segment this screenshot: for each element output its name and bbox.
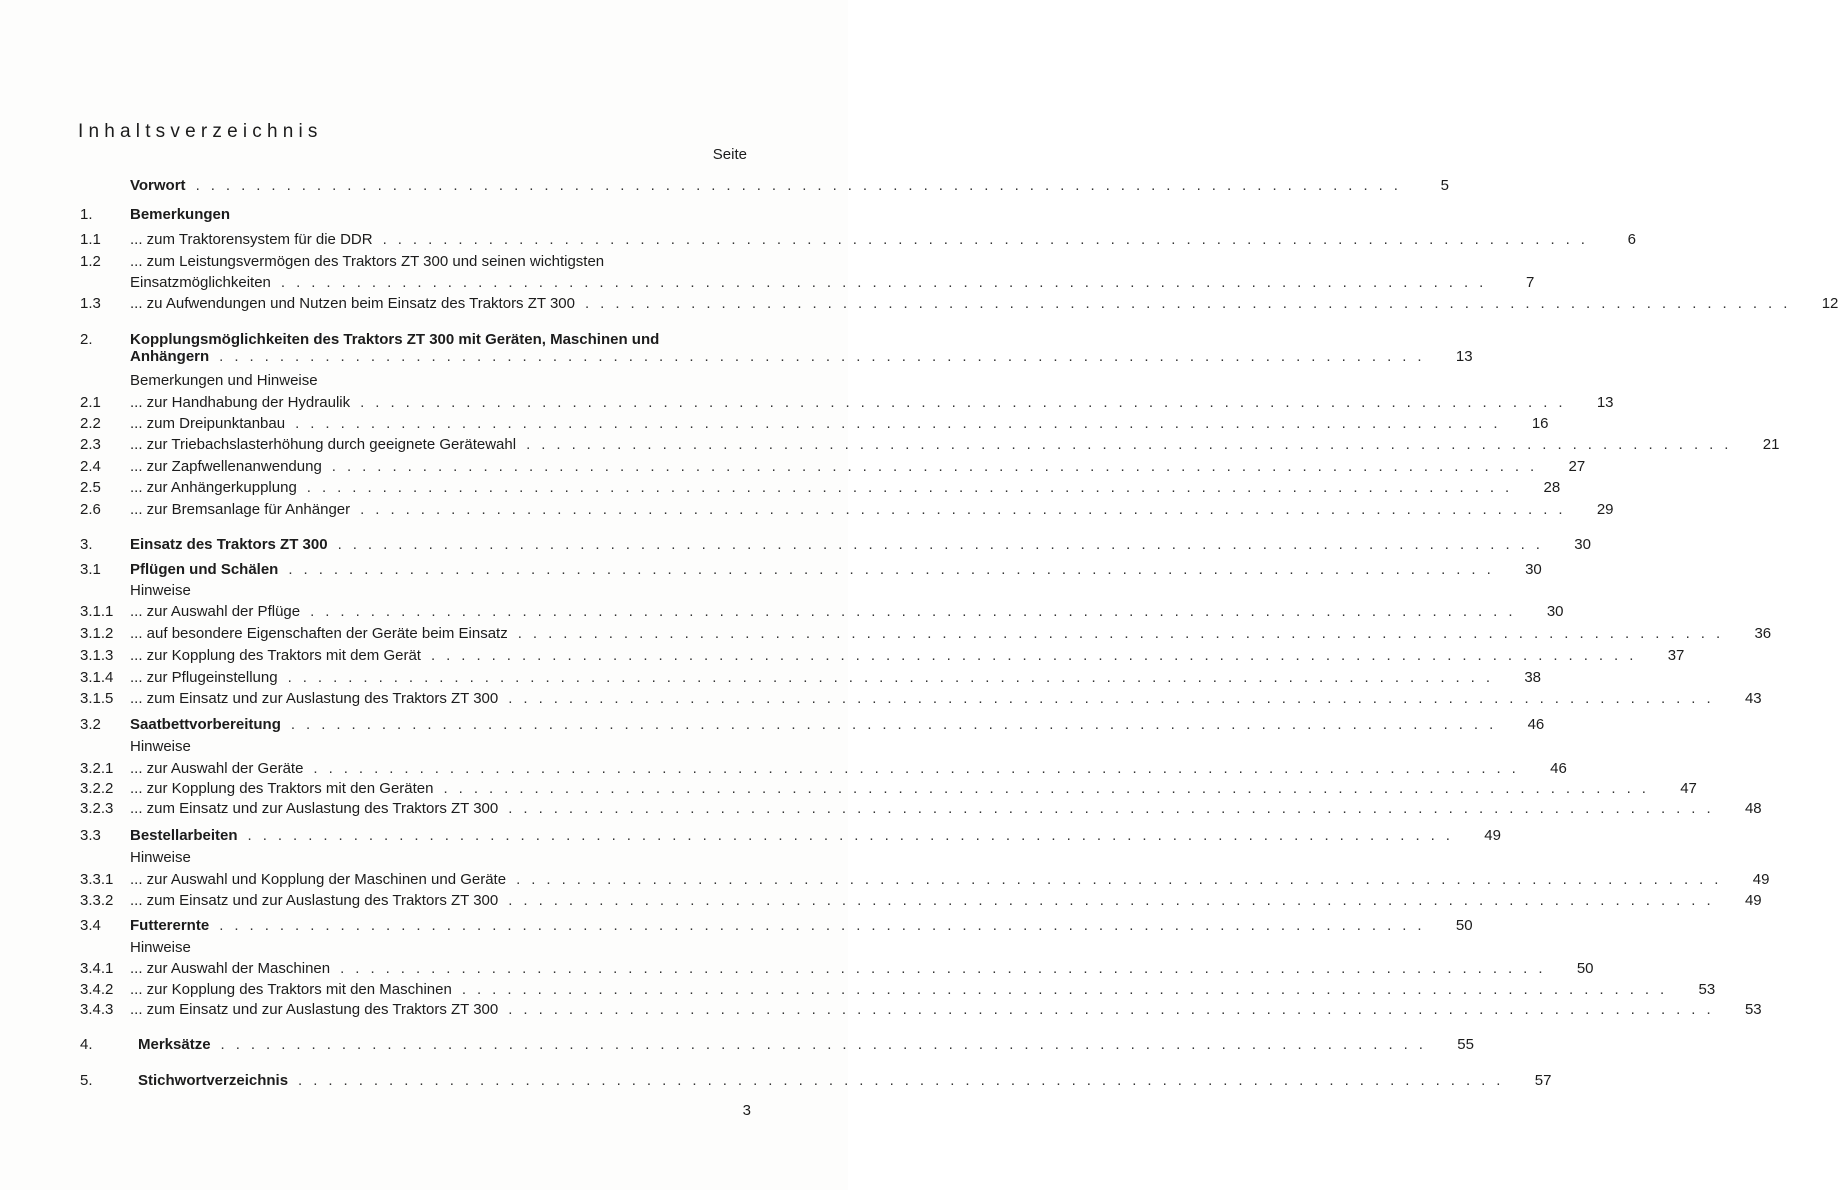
entry-page: 57 bbox=[1534, 1072, 1552, 1089]
dot-leader: ................................................................................ bbox=[287, 669, 1501, 686]
dot-leader: ................................................................................ bbox=[298, 1072, 1512, 1089]
dot-leader: ................................................................................ bbox=[508, 1001, 1722, 1018]
dot-leader: ................................................................................ bbox=[340, 960, 1554, 977]
toc-entry bbox=[80, 980, 1716, 1000]
toc-entry bbox=[80, 347, 1473, 367]
entry-title: Bestellarbeiten bbox=[130, 827, 238, 844]
entry-number: 3.3 bbox=[80, 827, 101, 844]
entry-title: ... zur Auswahl der Maschinen bbox=[130, 960, 331, 977]
dot-leader: ................................................................................ bbox=[306, 479, 1521, 496]
dot-leader: ................................................................................ bbox=[313, 760, 1527, 777]
entry-page: 28 bbox=[1543, 479, 1561, 496]
entry-title: Bemerkungen und Hinweise bbox=[130, 372, 318, 389]
entry-title: ... zur Anhängerkupplung bbox=[130, 479, 297, 496]
entry-number: 2.2 bbox=[80, 415, 101, 432]
entry-page: 30 bbox=[1574, 536, 1591, 553]
entry-page: 36 bbox=[1754, 625, 1772, 642]
dot-leader: ................................................................................ bbox=[584, 295, 1799, 312]
toc-entry bbox=[80, 414, 1549, 434]
dot-leader: ................................................................................ bbox=[430, 647, 1645, 664]
entry-title: ... zur Pflugeinstellung bbox=[130, 669, 278, 686]
dot-leader: ................................................................................ bbox=[382, 231, 1596, 248]
entry-title: Kopplungsmöglichkeiten des Traktors ZT 300 mit Geräten, Maschinen und bbox=[130, 331, 660, 348]
entry-number: 3.4 bbox=[80, 917, 101, 934]
entry-page: 53 bbox=[1698, 981, 1716, 998]
entry-page: 47 bbox=[1680, 780, 1697, 797]
dot-leader: ................................................................................ bbox=[443, 780, 1657, 797]
entry-number: 5. bbox=[80, 1072, 93, 1089]
dot-leader: ................................................................................ bbox=[219, 348, 1433, 365]
dot-leader: ................................................................................ bbox=[219, 917, 1433, 934]
page-number: 3 bbox=[742, 1102, 751, 1119]
entry-page: 13 bbox=[1596, 394, 1614, 411]
dot-leader: ................................................................................ bbox=[337, 536, 1551, 553]
entry-title: ... zum Einsatz und zur Auslastung des Traktors ZT 300 bbox=[130, 1001, 499, 1018]
toc-entry bbox=[80, 959, 1594, 979]
entry-title: ... zur Kopplung des Traktors mit den Geräten bbox=[130, 780, 434, 797]
entry-title: ... zur Bremsanlage für Anhänger bbox=[130, 501, 351, 518]
toc-entry bbox=[80, 230, 1636, 250]
entry-page: 46 bbox=[1527, 716, 1545, 733]
toc-entry bbox=[80, 1071, 1552, 1091]
entry-number: 3.1 bbox=[80, 561, 101, 578]
toc-entry bbox=[80, 826, 1501, 846]
entry-number: 3.1.5 bbox=[80, 690, 114, 707]
entry-title: Hinweise bbox=[130, 582, 191, 599]
toc-entry bbox=[80, 602, 1564, 622]
toc-entry bbox=[80, 252, 750, 272]
entry-number: 3.1.3 bbox=[80, 647, 114, 664]
entry-page: 12 bbox=[1821, 295, 1838, 312]
entry-page: 55 bbox=[1457, 1036, 1474, 1053]
toc-entry bbox=[80, 759, 1567, 779]
dot-leader: ................................................................................ bbox=[290, 716, 1505, 733]
toc-entry bbox=[80, 535, 1591, 555]
toc-entry bbox=[80, 891, 1762, 911]
dot-leader: ................................................................................ bbox=[517, 625, 1732, 642]
entry-page: 7 bbox=[1525, 274, 1535, 291]
entry-number: 3. bbox=[80, 536, 93, 553]
toc-entry bbox=[80, 938, 750, 958]
entry-number: 2.1 bbox=[80, 394, 101, 411]
dot-leader: ................................................................................ bbox=[508, 690, 1722, 707]
entry-number: 2.3 bbox=[80, 436, 101, 453]
dot-leader: ................................................................................ bbox=[247, 827, 1461, 844]
dot-leader: ................................................................................ bbox=[288, 561, 1502, 578]
entry-number: 3.2.3 bbox=[80, 800, 114, 817]
entry-number: 1.1 bbox=[80, 231, 101, 248]
toc-entry bbox=[80, 646, 1685, 666]
toc-entry bbox=[80, 1000, 1762, 1020]
entry-title: ... zum Einsatz und zur Auslastung des Traktors ZT 300 bbox=[130, 690, 499, 707]
dot-leader: ................................................................................ bbox=[280, 274, 1495, 291]
toc-entry bbox=[80, 581, 750, 601]
entry-title: ... zur Auswahl und Kopplung der Maschinen und Geräte bbox=[130, 871, 507, 888]
entry-number: 3.2.2 bbox=[80, 780, 114, 797]
entry-page: 48 bbox=[1744, 800, 1762, 817]
entry-title: Futterernte bbox=[130, 917, 210, 934]
entry-page: 50 bbox=[1455, 917, 1473, 934]
dot-leader: ................................................................................ bbox=[220, 1036, 1434, 1053]
dot-leader: ................................................................................ bbox=[516, 871, 1730, 888]
entry-page: 49 bbox=[1484, 827, 1501, 844]
entry-page: 5 bbox=[1440, 177, 1449, 194]
entry-title: Anhängern bbox=[130, 348, 210, 365]
toc-entry bbox=[80, 205, 750, 225]
entry-title: ... auf besondere Eigenschaften der Geräte beim Einsatz bbox=[130, 625, 508, 642]
entry-title: ... zu Aufwendungen und Nutzen beim Einsatz des Traktors ZT 300 bbox=[130, 295, 575, 312]
entry-page: 30 bbox=[1546, 603, 1564, 620]
toc-entry bbox=[80, 273, 1535, 293]
entry-number: 3.3.2 bbox=[80, 892, 114, 909]
entry-number: 3.4.3 bbox=[80, 1001, 114, 1018]
entry-title: ... zur Triebachslasterhöhung durch geeignete Gerätewahl bbox=[130, 436, 517, 453]
toc-entry bbox=[80, 916, 1473, 936]
entry-title: Hinweise bbox=[130, 849, 191, 866]
dot-leader: ................................................................................ bbox=[526, 436, 1740, 453]
toc-entry bbox=[80, 737, 750, 757]
entry-page: 38 bbox=[1524, 669, 1541, 686]
entry-number: 3.1.4 bbox=[80, 669, 114, 686]
toc-entry bbox=[80, 779, 1697, 799]
entry-number: 3.4.1 bbox=[80, 960, 114, 977]
dot-leader: ................................................................................ bbox=[310, 603, 1524, 620]
entry-title: ... zur Auswahl der Pflüge bbox=[130, 603, 301, 620]
entry-page: 6 bbox=[1627, 231, 1636, 248]
toc-entry bbox=[80, 624, 1772, 644]
entry-title: ... zum Traktorensystem für die DDR bbox=[130, 231, 373, 248]
page-column-label: Seite bbox=[712, 146, 747, 163]
entry-number: 2.4 bbox=[80, 458, 101, 475]
entry-number: 1. bbox=[80, 206, 93, 223]
entry-title: Merksätze bbox=[138, 1036, 211, 1053]
dot-leader: ................................................................................ bbox=[195, 177, 1409, 194]
entry-page: 49 bbox=[1744, 892, 1762, 909]
entry-page: 53 bbox=[1744, 1001, 1762, 1018]
toc-entry bbox=[80, 799, 1762, 819]
entry-title: Bemerkungen bbox=[130, 206, 231, 223]
entry-page: 43 bbox=[1744, 690, 1762, 707]
toc-entry bbox=[80, 689, 1762, 709]
entry-number: 3.1.2 bbox=[80, 625, 114, 642]
toc-entry bbox=[80, 870, 1770, 890]
entry-page: 29 bbox=[1596, 501, 1614, 518]
entry-number: 3.2 bbox=[80, 716, 101, 733]
entry-page: 16 bbox=[1531, 415, 1549, 432]
entry-page: 49 bbox=[1752, 871, 1770, 888]
toc-entry bbox=[80, 393, 1614, 413]
entry-number: 2.6 bbox=[80, 501, 101, 518]
entry-title: ... zum Einsatz und zur Auslastung des Traktors ZT 300 bbox=[130, 800, 499, 817]
entry-title: ... zum Dreipunktanbau bbox=[130, 415, 286, 432]
dot-leader: ................................................................................ bbox=[360, 394, 1574, 411]
entry-number: 3.4.2 bbox=[80, 981, 114, 998]
dot-leader: ................................................................................ bbox=[360, 501, 1574, 518]
dot-leader: ................................................................................ bbox=[331, 458, 1546, 475]
entry-title: ... zum Leistungsvermögen des Traktors ZT 300 und seinen wichtigsten bbox=[130, 253, 605, 270]
entry-title: ... zur Handhabung der Hydraulik bbox=[130, 394, 351, 411]
entry-number: 1.3 bbox=[80, 295, 101, 312]
dot-leader: ................................................................................ bbox=[508, 892, 1722, 909]
entry-title: Hinweise bbox=[130, 738, 191, 755]
entry-page: 13 bbox=[1455, 348, 1473, 365]
entry-number: 3.3.1 bbox=[80, 871, 114, 888]
entry-title: ... zum Einsatz und zur Auslastung des Traktors ZT 300 bbox=[130, 892, 499, 909]
dot-leader: ................................................................................ bbox=[508, 800, 1722, 817]
entry-title: ... zur Zapfwellenanwendung bbox=[130, 458, 322, 475]
entry-number: 2.5 bbox=[80, 479, 101, 496]
entry-page: 30 bbox=[1525, 561, 1542, 578]
toc-entry bbox=[80, 478, 1561, 498]
entry-title: Pflügen und Schälen bbox=[130, 561, 279, 578]
toc-entry bbox=[80, 371, 750, 391]
entry-title: ... zur Kopplung des Traktors mit dem Gerät bbox=[130, 647, 421, 664]
page-title: Inhaltsverzeichnis bbox=[78, 121, 323, 142]
entry-number: 3.2.1 bbox=[80, 760, 114, 777]
entry-title: Hinweise bbox=[130, 939, 191, 956]
toc-entry bbox=[80, 435, 1780, 455]
toc-entry bbox=[80, 560, 1542, 580]
dot-leader: ................................................................................ bbox=[461, 981, 1676, 998]
entry-title: Stichwortverzeichnis bbox=[138, 1072, 289, 1089]
entry-title: Vorwort bbox=[130, 177, 186, 194]
entry-title: ... zur Kopplung des Traktors mit den Maschinen bbox=[130, 981, 452, 998]
entry-page: 46 bbox=[1550, 760, 1567, 777]
toc-entry bbox=[80, 848, 750, 868]
entry-number: 2. bbox=[80, 331, 93, 348]
toc-entry bbox=[80, 176, 1449, 196]
entry-title: Saatbettvorbereitung bbox=[130, 716, 281, 733]
entry-title: Einsatz des Traktors ZT 300 bbox=[130, 536, 328, 553]
entry-title: Einsatzmöglichkeiten bbox=[130, 274, 271, 291]
entry-page: 50 bbox=[1576, 960, 1594, 977]
entry-number: 3.1.1 bbox=[80, 603, 114, 620]
entry-page: 21 bbox=[1762, 436, 1780, 453]
toc-entry bbox=[80, 668, 1541, 688]
entry-title: ... zur Auswahl der Geräte bbox=[130, 760, 304, 777]
toc-entry bbox=[80, 500, 1614, 520]
toc-entry bbox=[80, 294, 1838, 314]
entry-page: 27 bbox=[1568, 458, 1586, 475]
toc-entry bbox=[80, 715, 1545, 735]
toc-entry bbox=[80, 457, 1586, 477]
entry-number: 1.2 bbox=[80, 253, 101, 270]
entry-page: 37 bbox=[1667, 647, 1685, 664]
toc-entry bbox=[80, 1035, 1474, 1055]
entry-number: 4. bbox=[80, 1036, 93, 1053]
dot-leader: ................................................................................ bbox=[295, 415, 1509, 432]
